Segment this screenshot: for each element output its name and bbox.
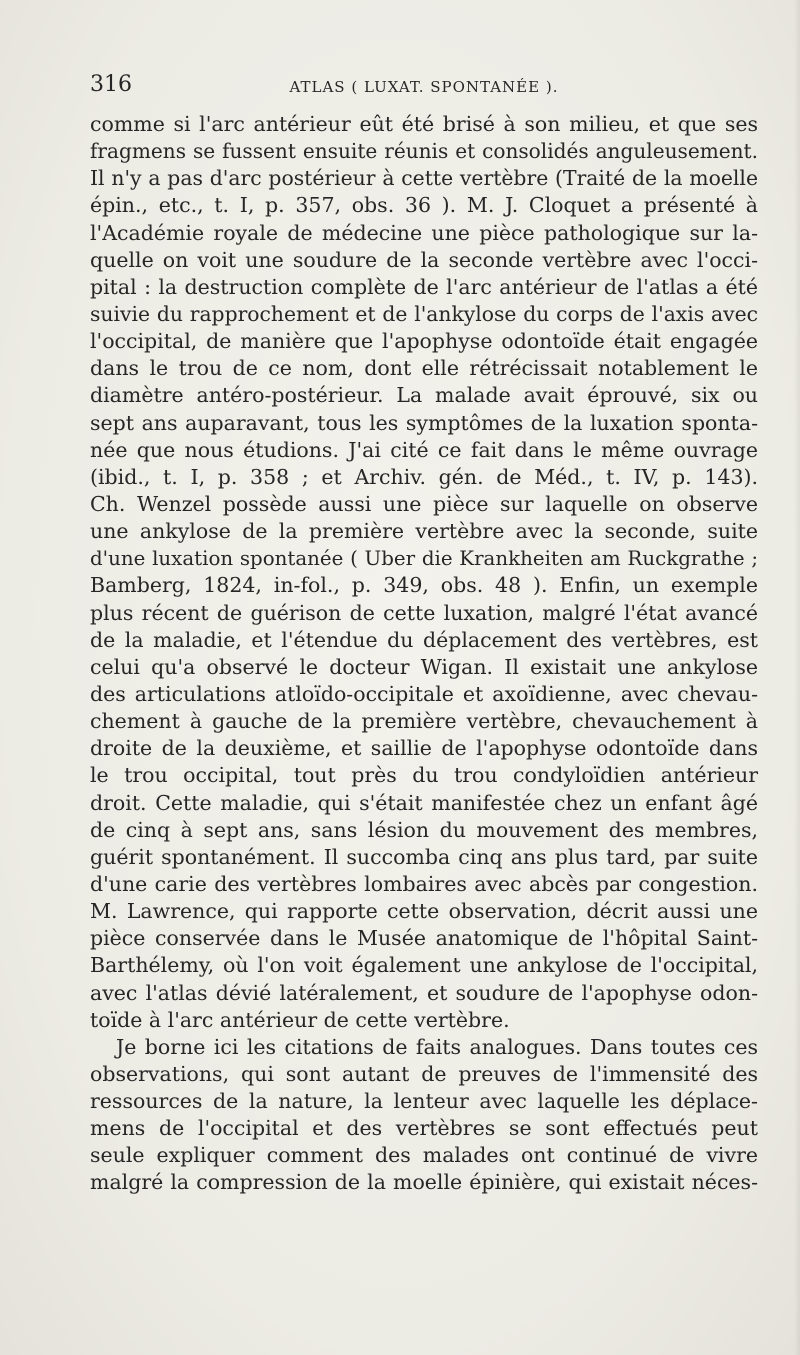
text-line: épin., etc., t. I, p. 357, obs. 36 ). M. J. Cloquet a présenté à — [90, 193, 758, 218]
text-line: une ankylose de la première vertèbre avec la seconde, suite — [90, 519, 758, 544]
text-line: d'une luxation spontanée ( Uber die Krankheiten am Ruckgrathe ; — [90, 547, 758, 571]
text-line: née que nous étudions. J'ai cité ce fait dans le même ouvrage — [90, 437, 758, 462]
text-line: ressources de la nature, la lenteur avec laquelle les déplace- — [90, 1089, 758, 1114]
text-line: droit. Cette maladie, qui s'était manifestée chez un enfant âgé — [90, 790, 758, 815]
text-line: Ch. Wenzel possède aussi une pièce sur laquelle on observe — [90, 491, 758, 516]
text-line: des articulations atloïdo-occipitale et axoïdienne, avec chevau- — [90, 681, 758, 706]
text-line: M. Lawrence, qui rapporte cette observation, décrit aussi une — [90, 899, 758, 924]
text-line: Je borne ici les citations de faits analogues. Dans toutes ces — [116, 1034, 758, 1059]
text-line: Barthélemy, où l'on voit également une ankylose de l'occipital, — [90, 953, 758, 978]
text-line: seule expliquer comment des malades ont continué de vivre — [90, 1143, 758, 1168]
text-line: chement à gauche de la première vertèbre, chevauchement à — [90, 709, 758, 734]
text-line: (ibid., t. I, p. 358 ; et Archiv. gén. de Méd., t. IV, p. 143). — [90, 464, 758, 489]
text-line: fragmens se fussent ensuite réunis et consolidés anguleusement. — [90, 139, 758, 164]
text-line: suivie du rapprochement et de l'ankylose du corps de l'axis avec — [90, 301, 758, 326]
text-line: celui qu'a observé le docteur Wigan. Il existait une ankylose — [90, 654, 758, 679]
page-number: 316 — [90, 72, 132, 97]
text-line: comme si l'arc antérieur eût été brisé à son milieu, et que ses — [90, 112, 758, 136]
text-line: d'une carie des vertèbres lombaires avec abcès par congestion. — [90, 871, 758, 896]
text-line: observations, qui sont autant de preuves de l'immensité des — [90, 1061, 758, 1086]
text-line: droite de la deuxième, et saillie de l'apophyse odontoïde dans — [90, 736, 758, 761]
text-line: de la maladie, et l'étendue du déplacement des vertèbres, est — [90, 627, 758, 652]
text-line: pital : la destruction complète de l'arc antérieur de l'atlas a été — [90, 274, 758, 299]
text-line: plus récent de guérison de cette luxation, malgré l'état avancé — [90, 600, 758, 625]
text-line: toïde à l'arc antérieur de cette vertèbre. — [90, 1007, 510, 1032]
text-line: guérit spontanément. Il succomba cinq ans plus tard, par suite — [90, 844, 758, 869]
text-line: dans le trou de ce nom, dont elle rétrécissait notablement le — [90, 356, 758, 381]
text-line: quelle on voit une soudure de la seconde vertèbre avec l'occi- — [90, 247, 758, 272]
text-line: Il n'y a pas d'arc postérieur à cette vertèbre (Traité de la moelle — [90, 166, 758, 191]
text-line: pièce conservée dans le Musée anatomique de l'hôpital Saint- — [90, 926, 758, 951]
text-line: l'Académie royale de médecine une pièce pathologique sur la- — [90, 220, 758, 245]
text-line: l'occipital, de manière que l'apophyse odontoïde était engagée — [90, 329, 758, 354]
text-line: sept ans auparavant, tous les symptômes de la luxation sponta- — [90, 410, 758, 435]
text-line: avec l'atlas dévié latéralement, et soudure de l'apophyse odon- — [90, 980, 758, 1005]
text-line: de cinq à sept ans, sans lésion du mouvement des membres, — [90, 817, 758, 842]
page-edge-shadow — [794, 0, 800, 1355]
running-head: ATLAS ( LUXAT. SPONTANÉE ). — [289, 78, 559, 96]
text-line: Bamberg, 1824, in-fol., p. 349, obs. 48 ). Enfin, un exemple — [90, 573, 758, 598]
body-text — [90, 111, 758, 1197]
text-line: le trou occipital, tout près du trou condyloïdien antérieur — [90, 763, 758, 788]
text-line: malgré la compression de la moelle épinière, qui existait néces- — [90, 1170, 758, 1195]
text-line: diamètre antéro-postérieur. La malade avait éprouvé, six ou — [90, 383, 758, 408]
text-line: mens de l'occipital et des vertèbres se sont effectués peut — [90, 1116, 758, 1141]
page-header — [90, 72, 758, 106]
